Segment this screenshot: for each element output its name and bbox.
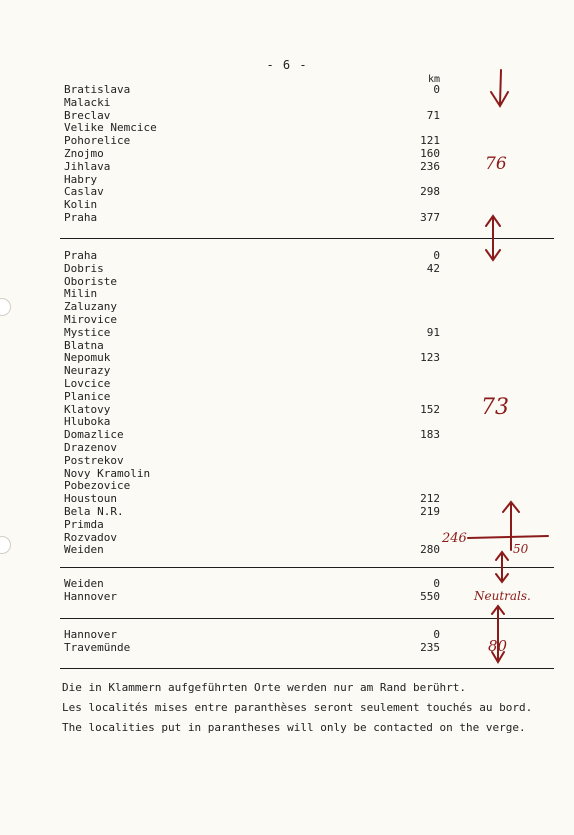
town-name: Hannover <box>64 589 117 603</box>
town-name: Travemünde <box>64 640 131 654</box>
km-value: 91 <box>426 325 440 339</box>
town-name: Klatovy <box>64 402 111 416</box>
km-value: 550 <box>420 589 440 603</box>
town-name: Velike Nemcice <box>64 121 157 135</box>
km-value: 280 <box>420 543 440 557</box>
km-value: 160 <box>420 146 440 160</box>
town-name: Hannover <box>64 628 117 641</box>
handwritten-note: 73 <box>481 395 509 420</box>
town-name: Zaluzany <box>64 300 117 314</box>
km-value: 219 <box>420 504 440 518</box>
town-name: Kolin <box>64 198 98 212</box>
km-value: 235 <box>420 640 440 654</box>
town-name: Novy Kramolin <box>64 466 151 480</box>
town-name: Pobezovice <box>64 479 131 493</box>
town-name: Praha <box>64 249 98 262</box>
handwritten-note: 80 <box>488 637 508 655</box>
handwritten-note: Neutrals. <box>474 589 531 603</box>
town-name: Mirovice <box>64 312 117 326</box>
town-name: Weiden <box>64 577 104 590</box>
km-value: 123 <box>420 351 440 365</box>
km-value: 0 <box>433 628 440 641</box>
page-number: - 6 - <box>266 58 308 72</box>
town-name: Blatna <box>64 338 104 352</box>
town-name: Jihlava <box>64 159 111 173</box>
town-name: Milin <box>64 287 98 301</box>
km-value: 298 <box>420 185 440 199</box>
crossbar-line <box>468 536 548 538</box>
town-name: Mystice <box>64 325 111 339</box>
town-name: Dobris <box>64 261 104 275</box>
note-german: Die in Klammern aufgeführten Orte werden nur am Rand berührt. <box>62 681 466 694</box>
town-name: Bratislava <box>64 83 131 96</box>
note-english: The localities put in parantheses will only be contacted on the verge. <box>62 721 526 734</box>
town-name: Caslav <box>64 185 104 199</box>
town-name: Znojmo <box>64 146 104 160</box>
town-name: Bela N.R. <box>64 504 124 518</box>
km-value: 0 <box>433 83 440 96</box>
town-name: Rozvadov <box>64 530 117 544</box>
town-name: Malacki <box>64 95 111 109</box>
town-name: Domazlice <box>64 428 124 442</box>
town-name: Neurazy <box>64 364 111 378</box>
km-value: 377 <box>420 210 440 224</box>
handwritten-note: 76 <box>485 154 507 174</box>
town-name: Planice <box>64 389 111 403</box>
km-column-header: km <box>427 74 440 85</box>
km-value: 183 <box>420 428 440 442</box>
town-name: Pohorelice <box>64 134 131 148</box>
town-name: Weiden <box>64 543 104 557</box>
town-name: Primda <box>64 517 104 531</box>
town-name: Breclav <box>64 108 111 122</box>
down-arrow-icon <box>491 70 508 106</box>
town-name: Lovcice <box>64 376 111 390</box>
town-name: Houstoun <box>64 492 117 506</box>
km-value: 152 <box>420 402 440 416</box>
km-value: 121 <box>420 134 440 148</box>
town-name: Postrekov <box>64 453 124 467</box>
town-name: Praha <box>64 210 98 224</box>
double-arrow-icon <box>496 552 508 582</box>
town-name: Oboriste <box>64 274 117 288</box>
km-value: 0 <box>433 249 440 262</box>
km-value: 212 <box>420 492 440 506</box>
handwritten-note: 50 <box>513 542 529 556</box>
town-name: Habry <box>64 172 98 186</box>
km-value: 236 <box>420 159 440 173</box>
town-name: Hluboka <box>64 415 111 429</box>
note-french: Les localités mises entre paranthèses seront seulement touchés au bord. <box>62 701 533 714</box>
double-arrow-icon <box>486 216 500 260</box>
km-value: 42 <box>426 261 440 275</box>
handwritten-note: 246 <box>442 531 467 546</box>
town-name: Drazenov <box>64 440 117 454</box>
km-value: 71 <box>426 108 440 122</box>
town-name: Nepomuk <box>64 351 111 365</box>
km-value: 0 <box>433 577 440 590</box>
